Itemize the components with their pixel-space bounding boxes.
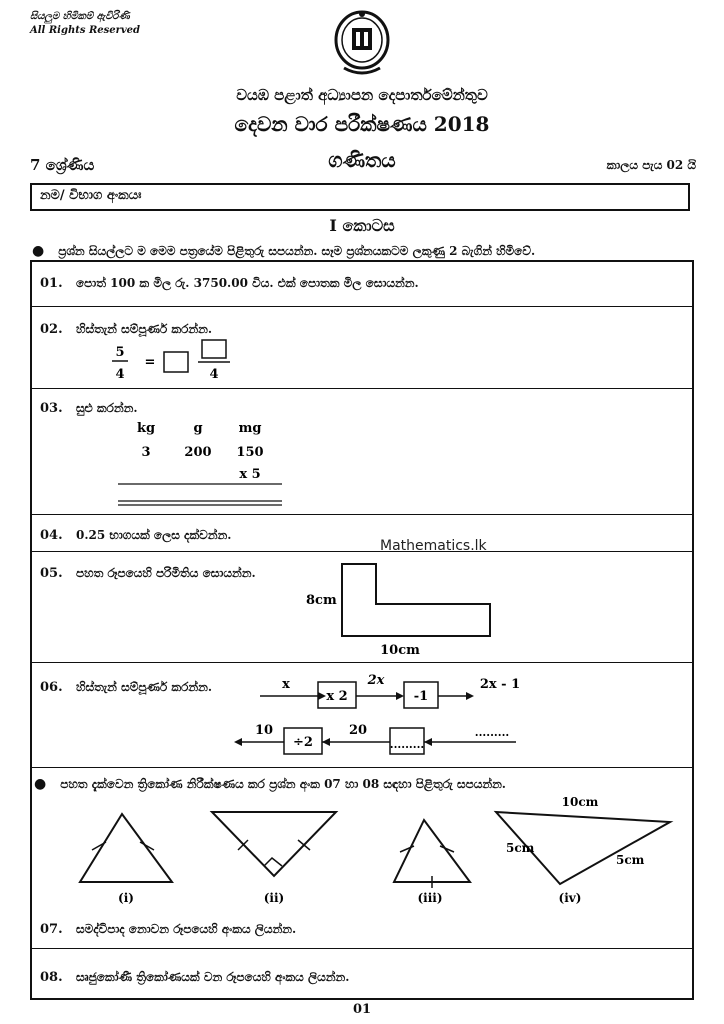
flow2-op1: ÷2 — [293, 735, 313, 750]
flow-diagrams — [230, 664, 530, 764]
divider — [30, 767, 694, 768]
unit-multiplication — [110, 416, 300, 510]
flow2-mid: 20 — [348, 723, 368, 738]
divider — [30, 948, 694, 949]
question-number: 01. — [40, 276, 63, 291]
triangles-instruction — [34, 776, 506, 792]
divider — [30, 306, 694, 307]
flow2-output: 10 — [254, 723, 274, 738]
triangle-i — [80, 814, 172, 882]
part-title: I කොටස — [329, 216, 395, 235]
question-number: 03. — [40, 401, 63, 416]
triangle-label-i: (i) — [118, 891, 134, 905]
value-mg: 150 — [236, 445, 264, 460]
flow2-input[interactable]: ......... — [474, 726, 510, 739]
multiplier: x 5 — [239, 467, 261, 482]
emblem-icon — [332, 8, 392, 80]
department-name: වයඹ පළාත් අධ්‍යාපන දෙපාර්තමේන්තුව — [236, 86, 488, 104]
question-5 — [40, 562, 256, 581]
divider — [30, 551, 694, 552]
question-2 — [40, 318, 212, 337]
flow1-input: x — [282, 677, 290, 692]
divider — [30, 388, 694, 389]
question-text: සුළු කරන්න. — [76, 401, 138, 415]
triangle-label-ii: (ii) — [263, 891, 285, 905]
question-3 — [40, 397, 138, 416]
time-allowed: කාලය පැය 02 යි — [606, 158, 696, 172]
divider — [30, 662, 694, 663]
unit-mg: mg — [238, 421, 262, 436]
side-label-left: 5cm — [506, 841, 535, 855]
copyright-english: All Rights Reserved — [30, 25, 141, 36]
question-number: 05. — [40, 566, 63, 581]
flow1-mid: 2x — [367, 673, 385, 688]
triangle-iii — [394, 820, 470, 882]
question-number: 06. — [40, 680, 63, 695]
flow1-output: 2x - 1 — [479, 677, 521, 692]
flow1-op2: -1 — [413, 689, 429, 704]
denominator: 4 — [115, 367, 125, 382]
question-text: පොත් 100 ක මිල රු. 3750.00 විය. එක් පොතක මිල සොයන්න. — [76, 276, 419, 290]
value-g: 200 — [184, 445, 212, 460]
question-number: 07. — [40, 922, 63, 937]
part-instruction — [32, 243, 535, 259]
question-8 — [40, 966, 349, 985]
triangle-label-iii: (iii) — [417, 891, 443, 905]
question-text: සමද්විපාද නොවන රූපයෙහි අංකය ලියන්න. — [76, 922, 297, 936]
question-text: හිස්තැන් සම්පූර්ණ කරන්න. — [76, 322, 213, 336]
rhs-denominator: 4 — [209, 367, 219, 382]
instruction-text: ප්‍රශ්න සියල්ලට ම මෙම පත්‍රයේම පිළිතුරු සපයන්න. සෑම ප්‍රශ්නයකටම ලකුණු 2 බැගින් හිමිවේ. — [58, 244, 536, 258]
value-kg: 3 — [141, 445, 151, 460]
question-text: පහත රූපයෙහි පරිමිතිය සොයන්න. — [76, 566, 256, 580]
question-text: සෘජුකෝණී ත්‍රිකෝණයක් වන රූපයෙහි අංකය ලියන්න. — [76, 970, 350, 984]
divider — [30, 514, 694, 515]
page-number: 01 — [352, 1002, 372, 1017]
numerator: 5 — [115, 345, 125, 360]
side-label-top: 10cm — [561, 795, 599, 809]
l-shape-figure — [300, 560, 500, 660]
question-4 — [40, 524, 231, 543]
fraction-equation — [110, 338, 250, 384]
question-1 — [40, 272, 419, 291]
name-index-label: නම/ විභාග අංකයඃ — [40, 188, 142, 203]
question-text: හිස්තැන් සම්පූර්ණ කරන්න. — [76, 680, 213, 694]
question-number: 08. — [40, 970, 63, 985]
answer-box[interactable] — [164, 352, 188, 372]
triangles-instruction-text: පහත දැක්වෙන ත්‍රිකෝණ නිරීක්ෂණය කර ප්‍රශ්න අංක 07 හා 08 සඳහා පිළිතුරු සපයන්න. — [60, 777, 506, 791]
copyright-notice — [30, 10, 140, 38]
copyright-sinhala: සියලුම හිමිකම් ඇවිරිණි — [30, 11, 130, 22]
height-label: 8cm — [306, 593, 337, 608]
answer-box[interactable] — [202, 340, 226, 358]
exam-title: දෙවන වාර පරීක්ෂණය 2018 — [234, 112, 490, 136]
bullet-icon: ● — [32, 243, 45, 259]
bullet-icon: ● — [34, 776, 47, 792]
watermark: Mathematics.lk — [380, 538, 487, 554]
subject-title: ගණිතය — [328, 148, 396, 172]
side-label-right: 5cm — [616, 853, 645, 867]
question-7 — [40, 918, 296, 937]
flow1-op1: x 2 — [326, 689, 348, 704]
unit-kg: kg — [136, 421, 156, 436]
question-text: 0.25 භාගයක් ලෙස දක්වන්න. — [76, 528, 232, 542]
question-6 — [40, 676, 212, 695]
grade-label: 7 ශ්‍රේණිය — [30, 156, 95, 174]
flow2-op2[interactable]: ......... — [389, 738, 425, 751]
width-label: 10cm — [380, 643, 420, 658]
question-number: 02. — [40, 322, 63, 337]
triangle-ii — [212, 812, 336, 876]
triangle-label-iv: (iv) — [558, 891, 582, 905]
question-number: 04. — [40, 528, 63, 543]
unit-g: g — [193, 421, 203, 436]
equals-sign: = — [144, 355, 156, 370]
triangles-figure — [60, 794, 690, 912]
